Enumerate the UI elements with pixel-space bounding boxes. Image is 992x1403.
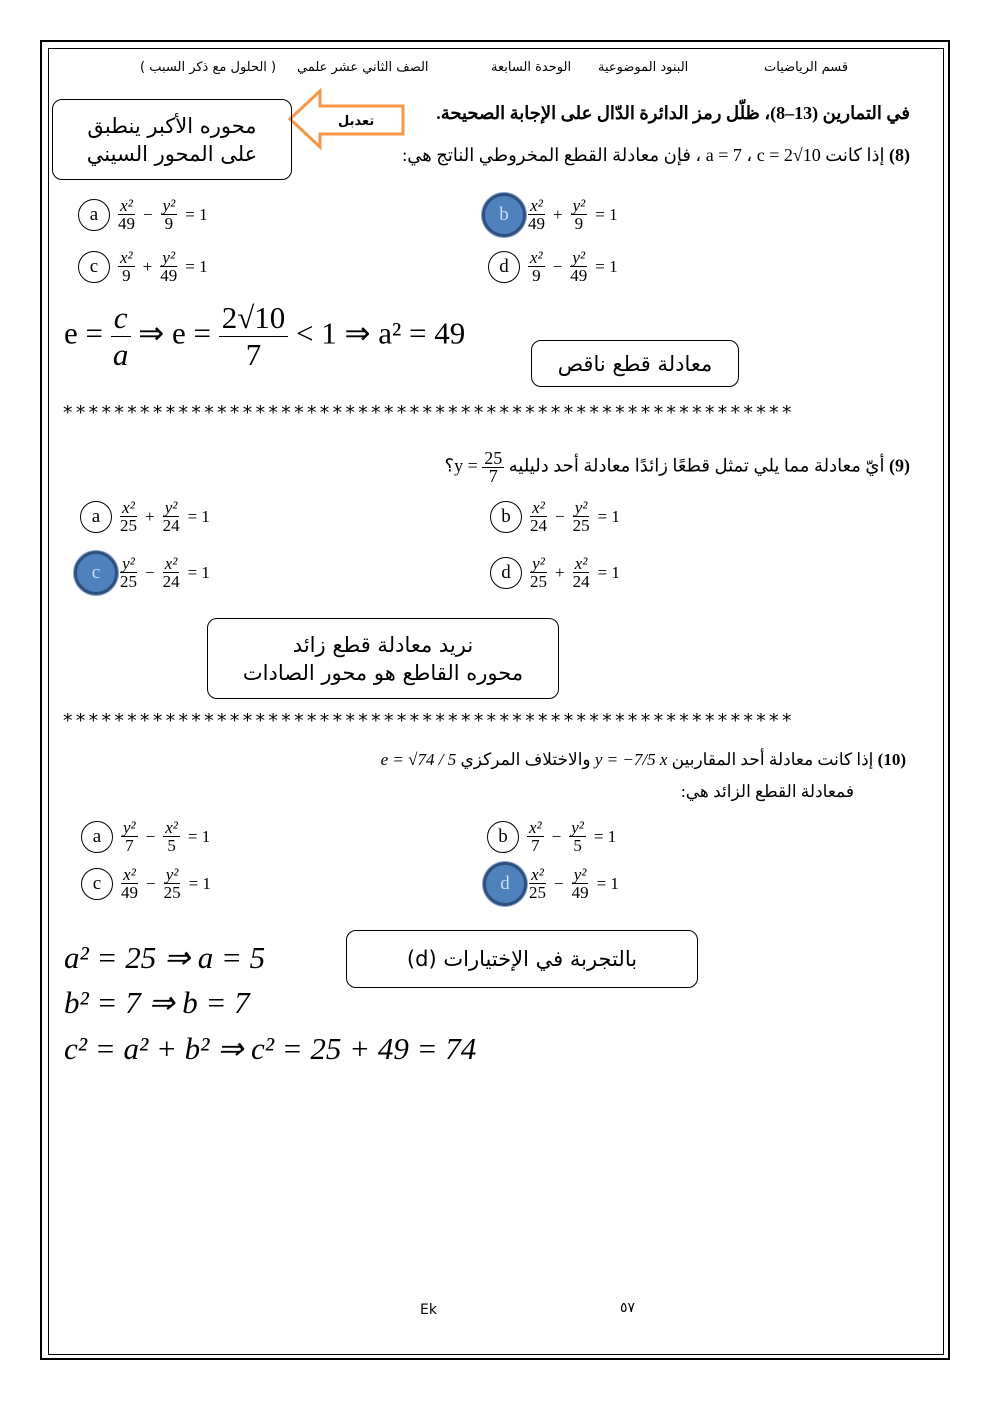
q8-body: إذا كانت a = 7 ، c = 2√10 ، فإن معادلة القطع المخروطي الناتج هي:	[402, 145, 885, 165]
fraction	[121, 819, 138, 854]
footer-initials: Ek	[420, 1302, 437, 1318]
fraction	[118, 197, 135, 232]
den: 49	[160, 266, 178, 285]
den: 7	[245, 337, 262, 372]
den: 7	[125, 836, 134, 855]
fraction	[528, 249, 545, 284]
num: x²	[165, 818, 178, 837]
q10-body: إذا كانت معادلة أحد المقاربين	[671, 750, 874, 769]
option-circle[interactable]: d	[488, 251, 520, 283]
separator: *********************************************************	[62, 402, 794, 424]
num: y²	[574, 498, 588, 517]
operator: +	[553, 204, 563, 224]
den: 9	[574, 214, 584, 233]
num: x²	[122, 498, 135, 517]
num: 25	[484, 448, 503, 468]
operator: +	[145, 506, 155, 526]
num: x²	[530, 196, 543, 215]
q10-work-3: c² = a² + b² ⇒ c² = 25 + 49 = 74	[64, 1031, 477, 1066]
fraction	[118, 249, 135, 284]
q8-option-b[interactable]	[488, 197, 618, 232]
q10-option-a[interactable]	[81, 819, 210, 854]
option-circle[interactable]: a	[78, 199, 110, 231]
fraction	[571, 197, 588, 232]
rhs: = 1	[595, 256, 618, 276]
fraction	[111, 300, 131, 373]
fraction	[120, 499, 137, 534]
fraction	[160, 249, 177, 284]
den: 24	[162, 516, 180, 535]
q9-body: أيّ معادلة مما يلي تمثل قطعًا زائدًا معادلة أحد دليليه	[508, 455, 885, 476]
rhs: = 1	[597, 506, 620, 526]
fraction	[163, 555, 180, 590]
fraction	[572, 866, 589, 901]
den: 49	[121, 883, 138, 902]
den: 7	[531, 836, 540, 855]
eq: y =	[454, 455, 478, 476]
fraction	[570, 249, 587, 284]
den: 49	[570, 266, 588, 285]
option-circle[interactable]: c	[81, 868, 113, 900]
q9-option-a[interactable]	[80, 499, 210, 534]
page-number: ٥٧	[620, 1300, 636, 1316]
num: x²	[164, 554, 178, 573]
q9-number: (9)	[889, 455, 910, 476]
q8-text	[402, 145, 910, 166]
den: 49	[118, 214, 135, 233]
den: 49	[528, 214, 545, 233]
option-circle[interactable]: c	[78, 251, 110, 283]
operator: −	[145, 826, 156, 846]
q10-option-b[interactable]	[487, 819, 616, 854]
option-circle[interactable]: c	[74, 551, 118, 595]
note-hyperbola	[207, 618, 559, 699]
qmark: ؟	[444, 455, 455, 476]
fraction	[527, 819, 544, 854]
operator: −	[551, 826, 562, 846]
rhs: = 1	[593, 826, 617, 846]
den: 49	[571, 883, 589, 902]
fraction	[163, 499, 180, 534]
den: 24	[572, 572, 590, 591]
num: c	[111, 300, 131, 337]
header-items: البنود الموضوعية	[598, 60, 689, 75]
fraction	[573, 555, 590, 590]
note-line: محوره الأكبر ينطبق	[87, 113, 257, 138]
operator: −	[143, 204, 153, 224]
header-note: ( الحلول مع ذكر السبب )	[140, 60, 277, 75]
num: y²	[571, 818, 584, 837]
den: 7	[488, 466, 498, 486]
den: 24	[162, 572, 180, 591]
option-circle[interactable]: d	[483, 862, 527, 906]
q8-option-c[interactable]	[78, 249, 208, 284]
fraction	[528, 197, 545, 232]
fraction	[164, 866, 181, 901]
rhs: = 1	[187, 826, 211, 846]
fraction	[529, 866, 546, 901]
den: 9	[532, 266, 541, 285]
operator: +	[555, 562, 565, 582]
rhs: = 1	[185, 204, 208, 224]
rhs: = 1	[187, 506, 210, 526]
fraction	[530, 555, 547, 590]
operator: −	[555, 506, 565, 526]
q10-work-2: b² = 7 ⇒ b = 7	[64, 985, 250, 1020]
header-unit: الوحدة السابعة	[491, 60, 572, 75]
den: 25	[120, 516, 137, 535]
fraction	[219, 300, 289, 373]
num: y²	[573, 865, 587, 884]
option-circle[interactable]: a	[80, 501, 112, 533]
q9-option-c[interactable]	[80, 555, 210, 590]
q10-work-1: a² = 25 ⇒ a = 5	[64, 940, 266, 975]
num: x²	[531, 865, 544, 884]
operator: +	[142, 256, 153, 276]
den: 25	[529, 883, 546, 902]
q9-text	[445, 450, 910, 485]
num: x²	[529, 818, 542, 837]
den: 25	[572, 516, 590, 535]
num: y²	[123, 818, 136, 837]
num: y²	[162, 248, 176, 267]
q10-option-c[interactable]	[81, 866, 211, 901]
option-circle[interactable]: a	[81, 821, 113, 853]
rhs: = 1	[185, 256, 208, 276]
note-line: على المحور السيني	[86, 141, 258, 166]
note-trial: بالتجربة في الإختيارات (d)	[346, 930, 698, 988]
num: x²	[530, 248, 543, 267]
arrow-label: تعدبل	[338, 114, 375, 129]
den: 5	[167, 836, 176, 855]
den: 9	[122, 266, 131, 285]
fraction	[161, 197, 178, 232]
num: y²	[532, 554, 545, 573]
option-circle[interactable]: d	[490, 557, 522, 589]
q8-number: (8)	[889, 145, 910, 165]
q8-work	[64, 300, 465, 373]
q9-option-b[interactable]	[490, 499, 620, 534]
work-part: ⇒ e =	[138, 315, 211, 351]
operator: −	[145, 562, 155, 582]
rhs: = 1	[597, 562, 620, 582]
note-line: محوره القاطع هو محور الصادات	[242, 660, 524, 685]
fraction	[121, 866, 138, 901]
option-circle[interactable]: b	[487, 821, 519, 853]
num: y²	[165, 865, 179, 884]
asymptote: y = −7/5 x	[594, 750, 668, 769]
q8-option-a[interactable]	[78, 197, 208, 232]
header-dept: قسم الرياضيات	[764, 60, 849, 75]
num: y²	[122, 554, 135, 573]
num: x²	[574, 554, 588, 573]
num: x²	[123, 865, 136, 884]
q10-number: (10)	[877, 750, 906, 769]
den: 25	[530, 572, 547, 591]
den: 24	[530, 516, 547, 535]
q9-option-d[interactable]	[490, 555, 620, 590]
q8-option-d[interactable]	[488, 249, 618, 284]
fraction	[530, 499, 547, 534]
operator: −	[552, 256, 563, 276]
num: y²	[164, 498, 178, 517]
q10-option-d[interactable]	[489, 866, 619, 901]
den: a	[112, 337, 129, 372]
note-major-axis	[52, 99, 292, 180]
den: 9	[164, 214, 174, 233]
fraction	[163, 819, 180, 854]
fraction	[569, 819, 586, 854]
fraction	[573, 499, 590, 534]
q10-body2: والاختلاف المركزي	[460, 750, 591, 769]
separator: *********************************************************	[62, 710, 794, 732]
rhs: = 1	[187, 562, 210, 582]
eccentricity: e = √74 / 5	[380, 750, 457, 769]
num: x²	[120, 196, 133, 215]
num: y²	[162, 196, 176, 215]
q10-line2: فمعادلة القطع الزائد هي:	[681, 782, 854, 801]
option-circle[interactable]: b	[482, 193, 526, 237]
rhs: = 1	[596, 873, 619, 893]
operator: −	[146, 873, 156, 893]
num: y²	[572, 248, 586, 267]
den: 25	[120, 572, 137, 591]
operator: −	[554, 873, 564, 893]
work-part: e =	[64, 315, 103, 351]
num: y²	[572, 196, 586, 215]
note-line: نريد معادلة قطع زائد	[292, 632, 474, 657]
note-ellipse: معادلة قطع ناقص	[531, 340, 739, 387]
work-part: < 1 ⇒ a² = 49	[296, 315, 466, 351]
num: x²	[532, 498, 545, 517]
num: x²	[120, 248, 133, 267]
header-grade: الصف الثاني عشر علمي	[297, 60, 429, 75]
num: 2√10	[219, 300, 289, 337]
den: 5	[573, 836, 582, 855]
fraction	[120, 555, 137, 590]
instructions: في التمارين (13–8)، ظلّل رمز الدائرة الدّال على الإجابة الصحيحة.	[436, 103, 910, 123]
den: 25	[163, 883, 181, 902]
page-border-inner	[48, 48, 944, 1355]
q10-text	[381, 750, 906, 770]
rhs: = 1	[595, 204, 618, 224]
option-circle[interactable]: b	[490, 501, 522, 533]
rhs: = 1	[188, 873, 211, 893]
